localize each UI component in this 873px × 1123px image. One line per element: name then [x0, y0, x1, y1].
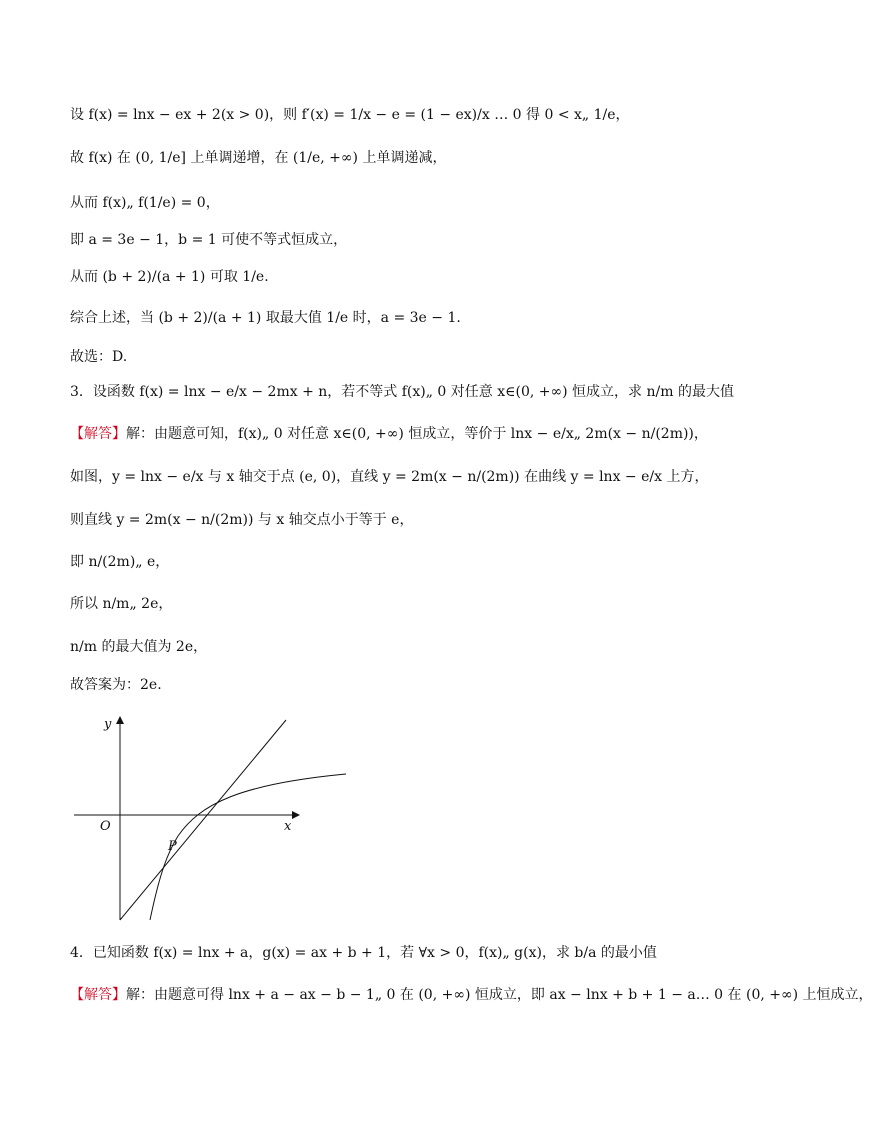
line-9: [70, 424, 708, 444]
y-axis-arrow: [116, 716, 124, 724]
line-8: 3．设函数 f(x) = lnx − e/x − 2mx + n，若不等式 f(x)„ 0 对任意 x∈(0, +∞) 恒成立，求 n/m 的最大值: [70, 384, 734, 400]
line-16: 4．已知函数 f(x) = lnx + a，g(x) = ax + b + 1，若 ∀x > 0，f(x)„ g(x)，求 b/a 的最小值: [70, 945, 657, 961]
line-7: 故选：D.: [70, 349, 128, 365]
origin-label: O: [100, 819, 111, 834]
point-p-label: P: [168, 839, 177, 854]
line-1: 设 f(x) = lnx − ex + 2(x > 0)，则 f′(x) = 1/x − e = (1 − ex)/x … 0 得 0 < x„ 1/e，: [70, 107, 630, 123]
answer-tag: 【解答】: [70, 426, 126, 442]
line-10: 如图，y = lnx − e/x 与 x 轴交于点 (e, 0)，直线 y = 2m(x − n/(2m)) 在曲线 y = lnx − e/x 上方，: [70, 469, 709, 485]
x-axis-arrow: [292, 811, 300, 819]
line-13: 所以 n/m„ 2e，: [70, 596, 173, 612]
answer-tag-2: 【解答】: [70, 987, 126, 1003]
line-5: 从而 (b + 2)/(a + 1) 可取 1/e.: [70, 269, 269, 285]
line-17: [70, 985, 873, 1005]
line-15: 故答案为：2e.: [70, 677, 162, 693]
line-11: 则直线 y = 2m(x − n/(2m)) 与 x 轴交点小于等于 e，: [70, 512, 414, 528]
line-12: 即 n/(2m)„ e，: [70, 554, 170, 570]
line-14: n/m 的最大值为 2e，: [70, 639, 208, 655]
line-3: 从而 f(x)„ f(1/e) = 0，: [70, 195, 220, 211]
tangent-line: [120, 720, 286, 920]
line-4: 即 a = 3e − 1，b = 1 可使不等式恒成立，: [70, 232, 348, 248]
line-9-text: 解：由题意可知，f(x)„ 0 对任意 x∈(0, +∞) 恒成立，等价于 lnx − e/x„ 2m(x − n/(2m))，: [126, 426, 708, 442]
x-axis-label: x: [284, 819, 292, 834]
line-6: 综合上述，当 (b + 2)/(a + 1) 取最大值 1/e 时，a = 3e − 1.: [70, 310, 461, 326]
function-graph: [70, 712, 360, 924]
line-2: 故 f(x) 在 (0, 1/e] 上单调递增，在 (1/e, +∞) 上单调递减，: [70, 150, 447, 166]
line-17-text: 解：由题意可得 lnx + a − ax − b − 1„ 0 在 (0, +∞) 恒成立，即 ax − lnx + b + 1 − a… 0 在 (0, +∞) 上恒成立，: [126, 987, 873, 1003]
y-axis-label: y: [104, 717, 112, 732]
log-curve: [150, 774, 346, 920]
